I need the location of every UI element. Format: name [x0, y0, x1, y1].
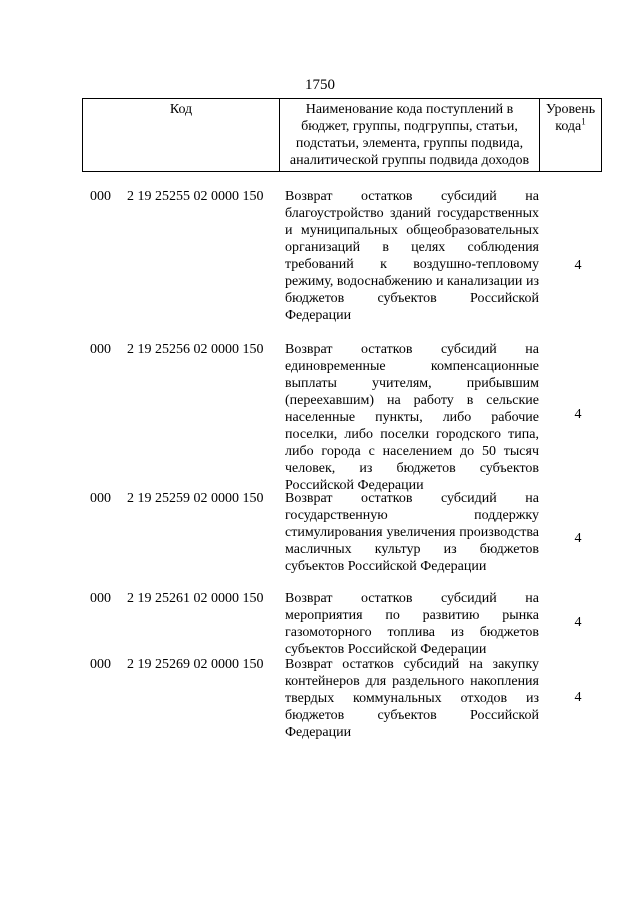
- income-name: Возврат остатков субсидий на единовременные компенсационные выплаты учителям, прибывшим (переехавшим) на работу в сельские населенные пункты, либо рабочие поселки, либо поселки городского типа, либо города с населением до 50 тысяч человек, из бюджетов субъектов Российской Федерации: [285, 342, 539, 493]
- admin-code: 000: [90, 591, 111, 606]
- income-code: 2 19 25256 02 0000 150: [127, 342, 264, 357]
- income-name: Возврат остатков субсидий на государственную поддержку стимулирования увеличения производства масличных культур из бюджетов субъектов Российской Федерации: [285, 491, 539, 574]
- page-number: 1750: [305, 77, 335, 93]
- income-code: 2 19 25261 02 0000 150: [127, 591, 264, 606]
- admin-code: 000: [90, 342, 111, 357]
- header-code: [83, 99, 280, 172]
- income-name: Возврат остатков субсидий на закупку контейнеров для раздельного накопления твердых коммунальных отходов из бюджетов субъектов Российской Федерации: [285, 657, 539, 740]
- income-name: Возврат остатков субсидий на мероприятия по развитию рынка газомоторного топлива из бюджетов субъектов Российской Федерации: [285, 591, 539, 657]
- code-level: 4: [574, 615, 582, 630]
- admin-code: 000: [90, 189, 111, 204]
- header-code-label: Код: [169, 102, 193, 117]
- income-name: Возврат остатков субсидий на благоустройство зданий государственных и муниципальных общеобразовательных организаций в целях соблюдения требований к воздушно-тепловому режиму, водоснабжению и канализации из бюджетов субъектов Российской Федерации: [285, 189, 539, 323]
- income-code: 2 19 25269 02 0000 150: [127, 657, 264, 672]
- code-level: 4: [574, 531, 582, 546]
- header-level-label: Уровень кода: [545, 102, 596, 134]
- code-level: 4: [574, 258, 582, 273]
- header-name-label: Наименование кода поступлений в бюджет, группы, подгруппы, статьи, подстатьи, элемента, группы подвида, аналитической группы подвида доходов: [289, 102, 530, 168]
- code-level: 4: [574, 407, 582, 422]
- footnote-marker: 1: [581, 116, 586, 127]
- admin-code: 000: [90, 657, 111, 672]
- income-code: 2 19 25259 02 0000 150: [127, 491, 264, 506]
- admin-code: 000: [90, 491, 111, 506]
- header-name: [280, 99, 540, 172]
- header-level: [540, 99, 602, 172]
- income-code: 2 19 25255 02 0000 150: [127, 189, 264, 204]
- table-header: [82, 98, 602, 172]
- code-level: 4: [574, 690, 582, 705]
